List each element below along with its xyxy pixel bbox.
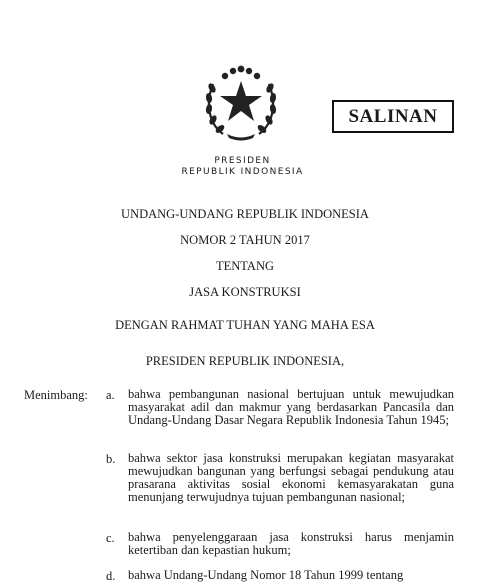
item-letter: d. bbox=[106, 569, 116, 583]
item-text: bahwa pembangunan nasional bertujuan untuk mewujudkan masyarakat adil dan makmur yang berdasarkan Pancasila dan Undang-Undang Dasar Negara Republik Indonesia Tahun 1945; bbox=[128, 387, 454, 427]
considering-label: Menimbang: bbox=[24, 388, 88, 402]
item-text: bahwa Undang-Undang Nomor 18 Tahun 1999 tentang bbox=[128, 568, 404, 582]
issuer: PRESIDEN REPUBLIK INDONESIA, bbox=[145, 354, 345, 368]
law-title: UNDANG-UNDANG REPUBLIK INDONESIA bbox=[121, 207, 369, 221]
salinan-stamp bbox=[332, 100, 454, 133]
item-letter: b. bbox=[106, 452, 116, 466]
stamp-label: SALINAN bbox=[348, 105, 438, 127]
letterhead-line1: PRESIDEN bbox=[214, 156, 271, 166]
item-text: bahwa penyelenggaraan jasa konstruksi harus menjamin ketertiban dan kepastian hukum; bbox=[128, 530, 454, 557]
invocation: DENGAN RAHMAT TUHAN YANG MAHA ESA bbox=[115, 318, 375, 332]
garuda-emblem-icon bbox=[203, 64, 279, 142]
law-subject: JASA KONSTRUKSI bbox=[189, 285, 301, 299]
about-label: TENTANG bbox=[215, 259, 274, 273]
item-letter: c. bbox=[106, 531, 115, 545]
item-text: bahwa sektor jasa konstruksi merupakan kegiatan masyarakat mewujudkan bangunan yang berfungsi sebagai pendukung atau prasarana aktivitas sosial ekonomi kemasyarakatan guna menunjang terwujudnya tujuan pembangunan nasional; bbox=[128, 451, 454, 504]
item-letter: a. bbox=[106, 388, 115, 402]
letterhead-line2: REPUBLIK INDONESIA bbox=[181, 167, 304, 177]
law-number: NOMOR 2 TAHUN 2017 bbox=[180, 233, 310, 247]
